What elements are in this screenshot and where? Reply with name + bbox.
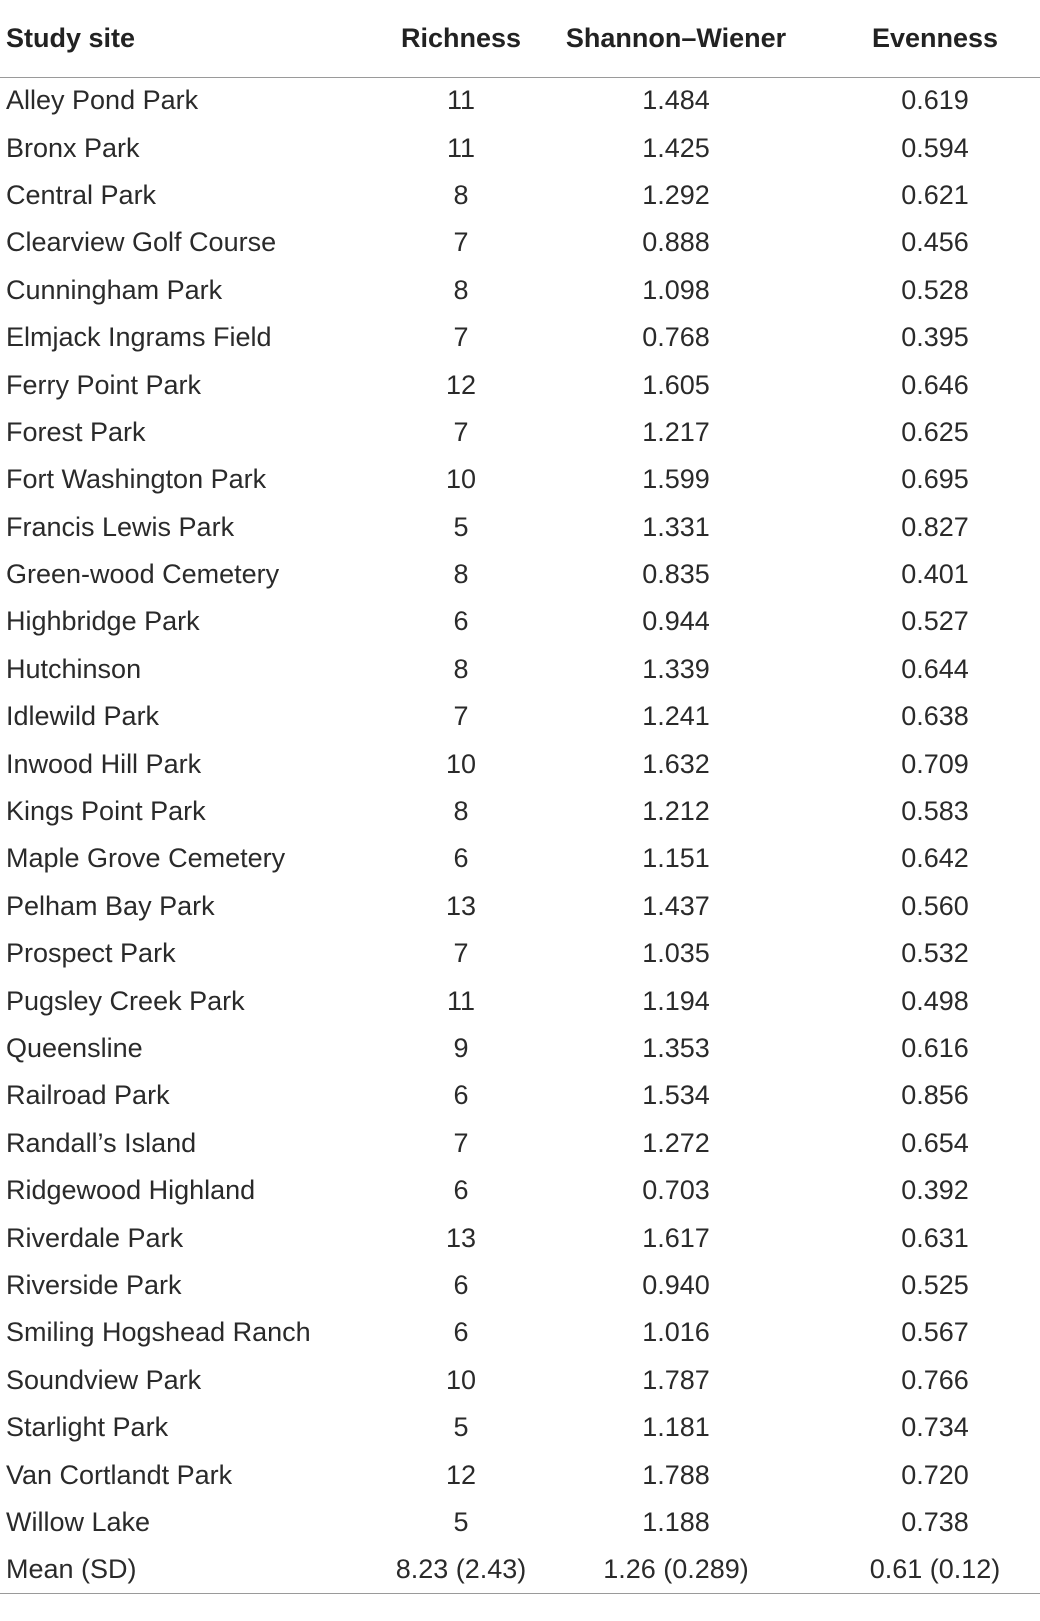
cell-shannon-wiener: 1.035 — [642, 938, 710, 969]
cell-richness: 12 — [445, 369, 477, 400]
table-row — [0, 77, 1040, 124]
cell-shannon-wiener: 1.788 — [642, 1459, 710, 1490]
table-row — [0, 693, 1040, 740]
cell-evenness: 0.395 — [901, 322, 969, 353]
cell-study-site: Cunningham Park — [6, 274, 223, 305]
cell-evenness: 0.532 — [901, 938, 969, 969]
cell-richness: 7 — [453, 416, 469, 447]
cell-richness: 11 — [446, 132, 476, 163]
cell-evenness: 0.827 — [901, 511, 969, 542]
cell-study-site: Hutchinson — [6, 653, 142, 684]
cell-richness: 11 — [446, 85, 476, 116]
cell-evenness: 0.644 — [901, 653, 969, 684]
cell-richness: 8 — [453, 179, 469, 210]
cell-evenness: 0.646 — [901, 369, 969, 400]
table-row — [0, 1120, 1040, 1167]
cell-richness: 8 — [453, 559, 469, 590]
cell-evenness: 0.594 — [901, 132, 969, 163]
cell-study-site: Central Park — [6, 179, 157, 210]
cell-study-site: Elmjack Ingrams Field — [6, 322, 272, 353]
table-row — [0, 504, 1040, 551]
cell-study-site: Willow Lake — [6, 1506, 151, 1537]
cell-richness: 6 — [453, 1175, 469, 1206]
summary-richness: 8.23 (2.43) — [380, 1546, 542, 1593]
header-shannon-wiener: Shannon–Wiener — [542, 0, 810, 77]
cell-shannon-wiener: 1.605 — [642, 369, 710, 400]
cell-study-site: Queensline — [6, 1033, 143, 1063]
cell-evenness: 0.709 — [901, 748, 969, 779]
cell-study-site: Riverside Park — [6, 1269, 182, 1300]
cell-shannon-wiener: 1.787 — [642, 1364, 710, 1395]
cell-richness: 7 — [453, 322, 469, 353]
table-row — [0, 835, 1040, 882]
cell-study-site: Ridgewood Highland — [6, 1175, 256, 1206]
cell-study-site: Idlewild Park — [6, 701, 160, 732]
cell-richness: 10 — [445, 748, 477, 779]
cell-shannon-wiener: 1.194 — [642, 985, 710, 1016]
cell-richness: 6 — [453, 1080, 469, 1111]
cell-richness: 6 — [453, 606, 469, 637]
cell-shannon-wiener: 0.940 — [642, 1269, 710, 1300]
cell-shannon-wiener: 1.098 — [642, 274, 710, 305]
cell-study-site: Van Cortlandt Park — [6, 1459, 233, 1490]
cell-richness: 6 — [453, 843, 469, 874]
cell-study-site: Highbridge Park — [6, 606, 200, 637]
table-row — [0, 1167, 1040, 1214]
cell-richness: 7 — [453, 938, 469, 969]
cell-shannon-wiener: 1.241 — [642, 701, 710, 732]
cell-richness: 11 — [446, 985, 476, 1016]
table-row — [0, 788, 1040, 835]
cell-evenness: 0.525 — [901, 1269, 969, 1300]
cell-shannon-wiener: 1.484 — [642, 85, 710, 116]
cell-richness: 9 — [453, 1033, 469, 1063]
table-row — [0, 172, 1040, 219]
cell-study-site: Randall’s Island — [6, 1127, 197, 1158]
cell-shannon-wiener: 1.599 — [642, 464, 710, 495]
cell-study-site: Starlight Park — [6, 1412, 169, 1443]
table-row — [0, 883, 1040, 930]
cell-study-site: Inwood Hill Park — [6, 748, 202, 779]
cell-shannon-wiener: 0.944 — [642, 606, 710, 637]
cell-shannon-wiener: 1.188 — [642, 1506, 710, 1537]
table-row — [0, 409, 1040, 456]
cell-study-site: Riverdale Park — [6, 1222, 184, 1253]
cell-richness: 5 — [453, 1506, 469, 1537]
cell-evenness: 0.616 — [901, 1033, 969, 1063]
cell-richness: 5 — [453, 511, 469, 542]
cell-shannon-wiener: 1.437 — [642, 890, 710, 921]
cell-shannon-wiener: 1.292 — [642, 179, 710, 210]
table-row — [0, 977, 1040, 1024]
table-row — [0, 314, 1040, 361]
table-row — [0, 267, 1040, 314]
cell-shannon-wiener: 1.331 — [642, 511, 710, 542]
cell-richness: 8 — [453, 796, 469, 827]
cell-richness: 8 — [453, 653, 469, 684]
cell-evenness: 0.619 — [901, 85, 969, 116]
cell-shannon-wiener: 1.534 — [642, 1080, 710, 1111]
cell-study-site: Francis Lewis Park — [6, 511, 235, 542]
header-study-site: Study site — [0, 0, 380, 77]
cell-study-site: Clearview Golf Course — [6, 227, 277, 258]
cell-evenness: 0.392 — [901, 1175, 969, 1206]
table-row — [0, 1214, 1040, 1261]
cell-evenness: 0.621 — [901, 179, 969, 210]
cell-study-site: Soundview Park — [6, 1364, 202, 1395]
cell-shannon-wiener: 1.151 — [642, 843, 710, 874]
cell-shannon-wiener: 1.632 — [642, 748, 710, 779]
cell-shannon-wiener: 1.217 — [642, 416, 710, 447]
cell-evenness: 0.720 — [901, 1459, 969, 1490]
cell-study-site: Fort Washington Park — [6, 464, 267, 495]
header-evenness: Evenness — [810, 0, 1040, 77]
table-row — [0, 361, 1040, 408]
cell-richness: 13 — [445, 1222, 477, 1253]
cell-richness: 10 — [445, 1364, 477, 1395]
cell-richness: 7 — [453, 227, 469, 258]
table-row — [0, 1499, 1040, 1546]
cell-evenness: 0.695 — [901, 464, 969, 495]
table-row — [0, 1451, 1040, 1498]
cell-evenness: 0.583 — [901, 796, 969, 827]
cell-richness: 7 — [453, 701, 469, 732]
cell-evenness: 0.567 — [901, 1317, 969, 1348]
cell-shannon-wiener: 1.353 — [642, 1033, 710, 1063]
cell-shannon-wiener: 0.768 — [642, 322, 710, 353]
header-row — [0, 0, 1040, 77]
cell-study-site: Smiling Hogshead Ranch — [6, 1317, 311, 1348]
cell-evenness: 0.738 — [901, 1506, 969, 1537]
cell-richness: 5 — [453, 1412, 469, 1443]
cell-evenness: 0.528 — [901, 274, 969, 305]
cell-study-site: Alley Pond Park — [6, 85, 199, 116]
cell-shannon-wiener: 0.703 — [642, 1175, 710, 1206]
cell-richness: 10 — [445, 464, 477, 495]
cell-evenness: 0.631 — [901, 1222, 969, 1253]
table-header — [0, 0, 1040, 77]
cell-shannon-wiener: 1.181 — [642, 1412, 710, 1443]
table-row — [0, 1025, 1040, 1072]
cell-evenness: 0.766 — [901, 1364, 969, 1395]
summary-evenness: 0.61 (0.12) — [810, 1546, 1040, 1593]
header-richness: Richness — [380, 0, 542, 77]
table-footer — [0, 1546, 1040, 1593]
table-row — [0, 551, 1040, 598]
table-row — [0, 740, 1040, 787]
cell-shannon-wiener: 1.339 — [642, 653, 710, 684]
cell-richness: 7 — [453, 1127, 469, 1158]
cell-study-site: Bronx Park — [6, 132, 140, 163]
table-row — [0, 1309, 1040, 1356]
cell-study-site: Kings Point Park — [6, 796, 206, 827]
table-row — [0, 930, 1040, 977]
table-row — [0, 456, 1040, 503]
cell-evenness: 0.856 — [901, 1080, 969, 1111]
table-row — [0, 1262, 1040, 1309]
cell-evenness: 0.654 — [901, 1127, 969, 1158]
cell-richness: 13 — [445, 890, 477, 921]
cell-evenness: 0.401 — [901, 559, 969, 590]
cell-evenness: 0.456 — [901, 227, 969, 258]
cell-study-site: Railroad Park — [6, 1080, 170, 1111]
cell-study-site: Prospect Park — [6, 938, 176, 969]
cell-shannon-wiener: 1.617 — [642, 1222, 710, 1253]
cell-evenness: 0.638 — [901, 701, 969, 732]
cell-study-site: Forest Park — [6, 416, 146, 447]
cell-shannon-wiener: 1.016 — [642, 1317, 710, 1348]
table-row — [0, 124, 1040, 171]
cell-richness: 6 — [453, 1317, 469, 1348]
cell-evenness: 0.498 — [901, 985, 969, 1016]
cell-evenness: 0.625 — [901, 416, 969, 447]
cell-evenness: 0.527 — [901, 606, 969, 637]
cell-shannon-wiener: 1.425 — [642, 132, 710, 163]
summary-label: Mean (SD) — [0, 1546, 380, 1593]
cell-study-site: Ferry Point Park — [6, 369, 202, 400]
table-row — [0, 1357, 1040, 1404]
table-row — [0, 219, 1040, 266]
cell-shannon-wiener: 1.272 — [642, 1127, 710, 1158]
cell-shannon-wiener: 0.835 — [642, 559, 710, 590]
cell-study-site: Green-wood Cemetery — [6, 559, 280, 590]
table-row — [0, 1404, 1040, 1451]
table-body — [0, 77, 1040, 1546]
cell-richness: 8 — [453, 274, 469, 305]
table-row — [0, 646, 1040, 693]
table-row — [0, 1072, 1040, 1119]
cell-richness: 12 — [445, 1459, 477, 1490]
cell-evenness: 0.734 — [901, 1412, 969, 1443]
cell-study-site: Pugsley Creek Park — [6, 985, 245, 1016]
cell-evenness: 0.642 — [901, 843, 969, 874]
table-row — [0, 598, 1040, 645]
cell-richness: 6 — [453, 1269, 469, 1300]
cell-shannon-wiener: 1.212 — [642, 796, 710, 827]
cell-study-site: Maple Grove Cemetery — [6, 843, 286, 874]
cell-study-site: Pelham Bay Park — [6, 890, 215, 921]
summary-shannon: 1.26 (0.289) — [542, 1546, 810, 1593]
cell-evenness: 0.560 — [901, 890, 969, 921]
summary-row — [0, 1546, 1040, 1593]
cell-shannon-wiener: 0.888 — [642, 227, 710, 258]
